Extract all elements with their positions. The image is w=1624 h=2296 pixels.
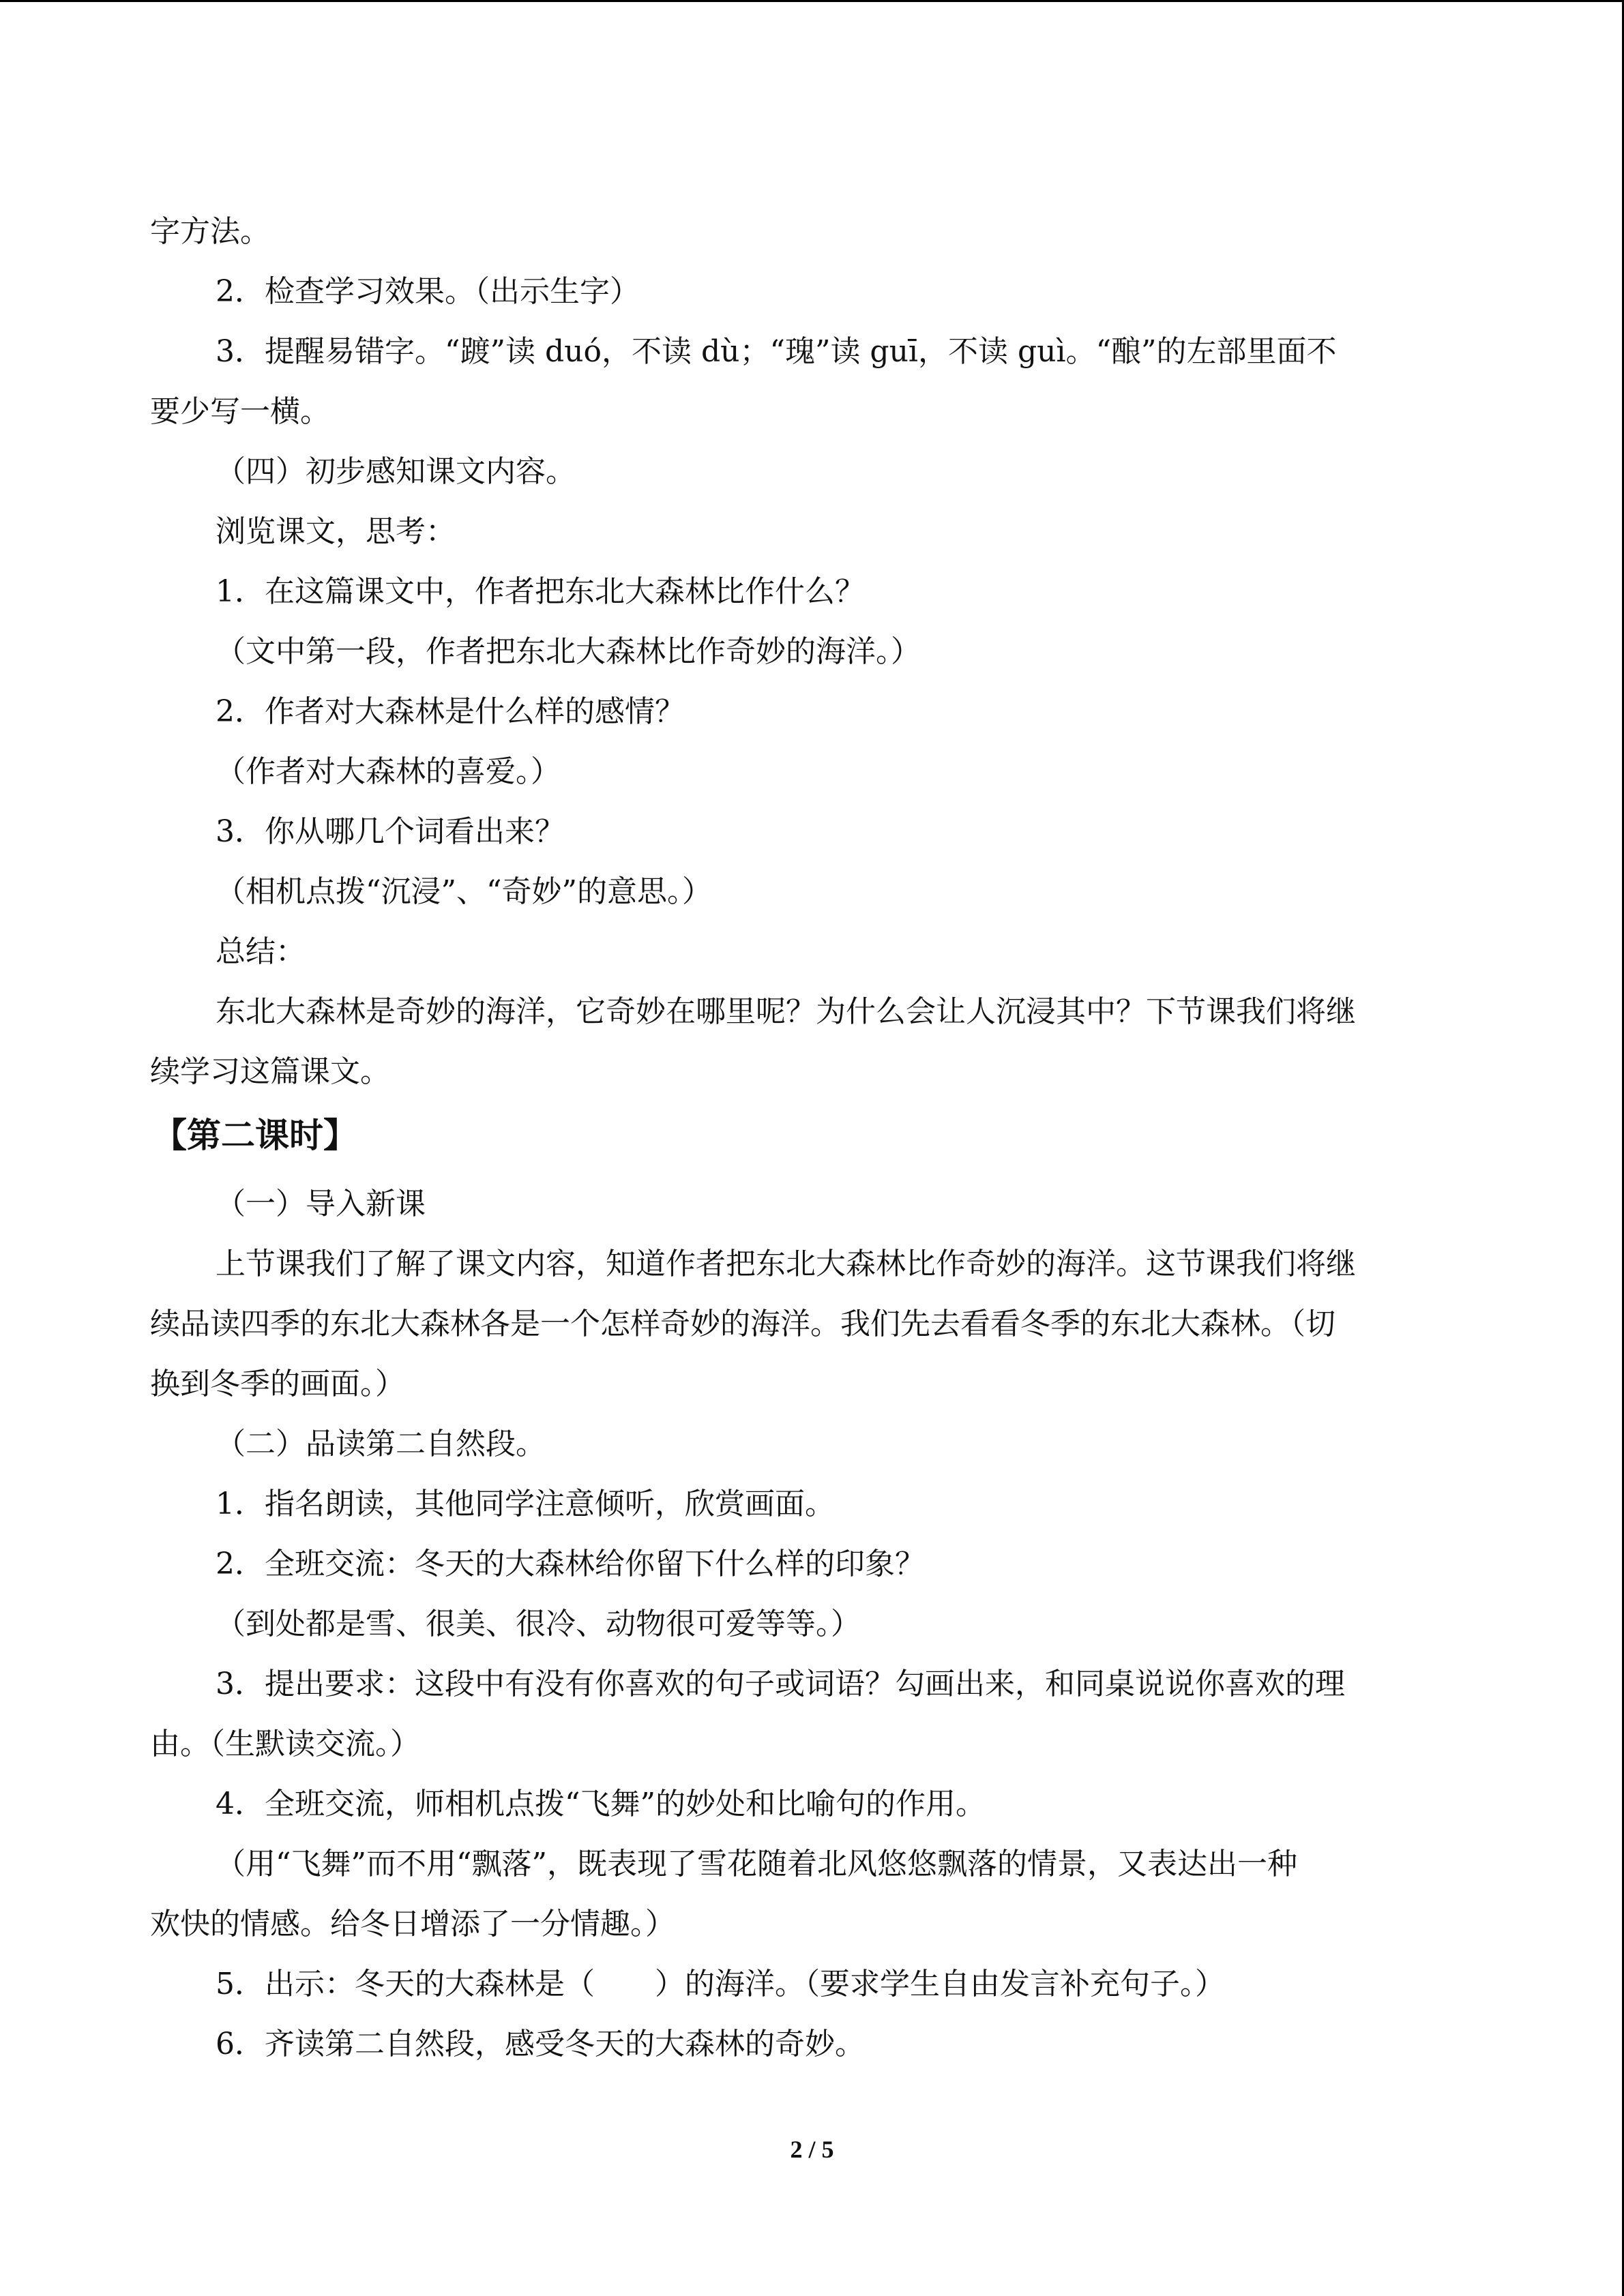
lesson-one-text	[150, 202, 1477, 1102]
text-line: 3．你从哪几个词看出来？	[216, 814, 565, 849]
text-line: 续学习这篇课文。	[150, 1054, 390, 1089]
page-number: 2 / 5	[790, 2136, 834, 2163]
text-line: （一）导入新课	[216, 1187, 426, 1221]
text-line: 欢快的情感。给冬日增添了一分情趣。）	[150, 1907, 675, 1941]
text-line: 换到冬季的画面。）	[150, 1367, 405, 1401]
top-border-line	[0, 0, 1624, 2]
text-line: 3．提醒易错字。“踱”读 duó，不读 dù；“瑰”读 guī，不读 guì。“酿”的左部里面不	[216, 334, 1337, 369]
text-line: 2．检查学习效果。（出示生字）	[216, 274, 640, 309]
text-line: （用“飞舞”而不用“飘落”，既表现了雪花随着北风悠悠飘落的情景，又表达出一种	[216, 1847, 1297, 1881]
text-line: （相机点拨“沉浸”、“奇妙”的意思。）	[216, 874, 712, 909]
text-line: （作者对大森林的喜爱。）	[216, 754, 561, 789]
text-line: 字方法。	[150, 214, 270, 249]
text-line: 1．在这篇课文中，作者把东北大森林比作什么？	[216, 574, 865, 609]
text-line: 3．提出要求：这段中有没有你喜欢的句子或词语？勾画出来，和同桌说说你喜欢的理	[216, 1667, 1345, 1701]
text-line: （四）初步感知课文内容。	[216, 454, 576, 489]
text-line: 5．出示：冬天的大森林是（ ）的海洋。（要求学生自由发言补充句子。）	[216, 1967, 1225, 2001]
section-heading: 【第二课时】	[153, 1116, 357, 1155]
text-line: （文中第一段，作者把东北大森林比作奇妙的海洋。）	[216, 634, 921, 669]
text-line: 由。（生默读交流。）	[150, 1727, 420, 1761]
text-line: 续品读四季的东北大森林各是一个怎样奇妙的海洋。我们先去看看冬季的东北大森林。（切	[150, 1307, 1335, 1341]
document-body	[150, 202, 1477, 2074]
text-line: 浏览课文，思考：	[216, 514, 456, 549]
text-line: （到处都是雪、很美、很冷、动物很可爱等等。）	[216, 1607, 861, 1641]
text-line: 2．作者对大森林是什么样的感情？	[216, 694, 685, 729]
text-line: 2．全班交流：冬天的大森林给你留下什么样的印象？	[216, 1547, 925, 1581]
text-line: 东北大森林是奇妙的海洋，它奇妙在哪里呢？为什么会让人沉浸其中？下节课我们将继	[216, 994, 1356, 1029]
text-line: 要少写一横。	[150, 394, 330, 429]
text-line: 6．齐读第二自然段，感受冬天的大森林的奇妙。	[216, 2027, 865, 2061]
text-line: 1．指名朗读，其他同学注意倾听，欣赏画面。	[216, 1487, 835, 1521]
text-line: （二）品读第二自然段。	[216, 1427, 546, 1461]
text-line: 4．全班交流，师相机点拨“飞舞”的妙处和比喻句的作用。	[216, 1787, 986, 1821]
text-line: 上节课我们了解了课文内容，知道作者把东北大森林比作奇妙的海洋。这节课我们将继	[216, 1247, 1356, 1281]
lesson-two-text	[150, 1174, 1477, 2074]
text-line: 总结：	[216, 934, 306, 969]
